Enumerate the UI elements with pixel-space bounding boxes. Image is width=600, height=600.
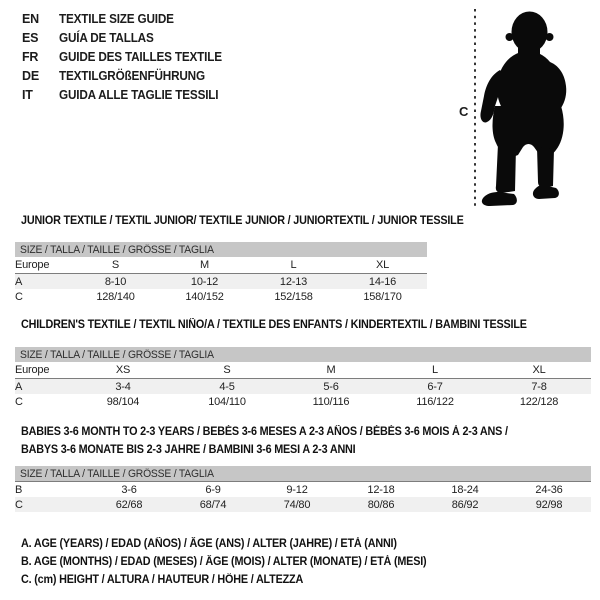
column-header: XL xyxy=(487,362,591,379)
table-cell: 74/80 xyxy=(255,497,339,512)
language-code: ES xyxy=(22,31,39,45)
table-cell: 12-13 xyxy=(249,274,338,290)
table-row-c xyxy=(15,497,591,512)
height-measure-label: C xyxy=(459,104,469,119)
column-header: L xyxy=(383,362,487,379)
table-cell: 92/98 xyxy=(507,497,591,512)
column-header: S xyxy=(175,362,279,379)
children-section-title: CHILDREN'S TEXTILE / TEXTIL NIÑO/A / TEXTILE DES ENFANTS / KINDERTEXTIL / BAMBINI TESSILE xyxy=(21,319,527,331)
table-cell: 152/158 xyxy=(274,290,313,303)
babies-section-title xyxy=(21,423,539,459)
children-size-table xyxy=(15,347,591,409)
language-label: GUIDA ALLE TAGLIE TESSILI xyxy=(59,88,219,102)
table-row-a xyxy=(15,274,427,290)
table-cell: 122/128 xyxy=(519,395,559,408)
table-cell: 6-7 xyxy=(383,379,487,395)
table-cell: 80/86 xyxy=(339,497,423,512)
legend-line-c: C. (cm) HEIGHT / ALTURA / HAUTEUR / HÖHE / ALTEZZA xyxy=(21,574,304,586)
language-code: FR xyxy=(22,50,39,64)
size-header-label: SIZE / TALLA / TAILLE / GRÖSSE / TAGLIA xyxy=(20,467,214,480)
table-cell: 110/116 xyxy=(312,395,350,408)
table-cell: 68/74 xyxy=(171,497,255,512)
size-header-cell xyxy=(15,242,427,257)
table-cell: 3-6 xyxy=(87,482,171,498)
table-row-c xyxy=(15,394,591,409)
babies-size-table xyxy=(15,466,591,512)
language-label: GUIDE DES TAILLES TEXTILE xyxy=(59,50,222,64)
size-header-row xyxy=(15,242,427,257)
table-cell: 6-9 xyxy=(171,482,255,498)
size-header-row xyxy=(15,347,591,362)
row-label: C xyxy=(15,497,87,512)
size-header-label: SIZE / TALLA / TAILLE / GRÖSSE / TAGLIA xyxy=(20,243,214,256)
junior-size-table xyxy=(15,242,427,304)
row-label: A xyxy=(15,274,71,290)
language-code: EN xyxy=(22,12,39,26)
table-cell: 3-4 xyxy=(71,379,175,395)
table-cell: 62/68 xyxy=(87,497,171,512)
table-cell: 18-24 xyxy=(423,482,507,498)
region-label: Europe xyxy=(15,362,71,379)
table-cell: 8-10 xyxy=(71,274,160,290)
language-code: IT xyxy=(22,88,33,102)
size-header-cell xyxy=(15,466,591,482)
language-row-en xyxy=(22,10,232,29)
babies-title-line2: BABYS 3-6 MONATE BIS 2-3 JAHRE / BAMBINI 3-6 MESI A 2-3 ANNI xyxy=(21,444,356,456)
babies-title-line1: BABIES 3-6 MONTH TO 2-3 YEARS / BEBÉS 3-6 MESES A 2-3 AÑOS / BÉBÉS 3-6 MOIS À 2-3 ANS / xyxy=(21,426,508,438)
table-cell: 14-16 xyxy=(338,274,427,290)
row-label: C xyxy=(15,395,23,408)
language-list xyxy=(22,10,232,105)
row-label: B xyxy=(15,482,87,498)
table-row-c xyxy=(15,289,427,304)
junior-section-title: JUNIOR TEXTILE / TEXTIL JUNIOR/ TEXTILE JUNIOR / JUNIORTEXTIL / JUNIOR TESSILE xyxy=(21,215,464,227)
language-label: TEXTILE SIZE GUIDE xyxy=(59,12,174,26)
row-label: A xyxy=(15,379,71,395)
table-cell: 4-5 xyxy=(175,379,279,395)
table-row-a xyxy=(15,379,591,395)
row-label: C xyxy=(15,290,23,303)
region-label: Europe xyxy=(15,257,71,274)
table-cell: 158/170 xyxy=(363,290,402,303)
table-cell: 86/92 xyxy=(423,497,507,512)
baby-silhouette-figure xyxy=(440,0,590,215)
legend-line-a: A. AGE (YEARS) / EDAD (AÑOS) / ÂGE (ANS) / ALTER (JAHRE) / ETÀ (ANNI) xyxy=(21,538,397,550)
measure-legend xyxy=(21,535,452,589)
table-row-b xyxy=(15,482,591,498)
size-header-row xyxy=(15,466,591,482)
table-cell: 140/152 xyxy=(185,290,224,303)
table-cell: 10-12 xyxy=(160,274,249,290)
column-header: L xyxy=(249,257,338,274)
language-row-de xyxy=(22,67,232,86)
column-header: M xyxy=(160,257,249,274)
column-header: M xyxy=(279,362,383,379)
column-header: XL xyxy=(338,257,427,274)
column-header-row xyxy=(15,362,591,379)
column-header: S xyxy=(71,257,160,274)
table-cell: 12-18 xyxy=(339,482,423,498)
size-header-label: SIZE / TALLA / TAILLE / GRÖSSE / TAGLIA xyxy=(20,348,214,361)
column-header-row xyxy=(15,257,427,274)
table-cell: 7-8 xyxy=(487,379,591,395)
table-cell: 24-36 xyxy=(507,482,591,498)
column-header: XS xyxy=(71,362,175,379)
size-header-cell xyxy=(15,347,591,362)
language-row-it xyxy=(22,86,232,105)
table-cell: 98/104 xyxy=(106,395,140,408)
baby-silhouette-icon xyxy=(480,12,566,207)
language-row-fr xyxy=(22,48,232,67)
language-label: GUÍA DE TALLAS xyxy=(59,31,154,45)
language-row-es xyxy=(22,29,232,48)
language-label: TEXTILGRÖßENFÜHRUNG xyxy=(59,69,205,83)
table-cell: 5-6 xyxy=(279,379,383,395)
language-code: DE xyxy=(22,69,39,83)
legend-line-b: B. AGE (MONTHS) / EDAD (MESES) / ÂGE (MOIS) / ALTER (MONATE) / ETÀ (MESI) xyxy=(21,556,427,568)
table-cell: 128/140 xyxy=(96,290,135,303)
table-cell: 104/110 xyxy=(208,395,246,408)
table-cell: 116/122 xyxy=(416,395,454,408)
table-cell: 9-12 xyxy=(255,482,339,498)
